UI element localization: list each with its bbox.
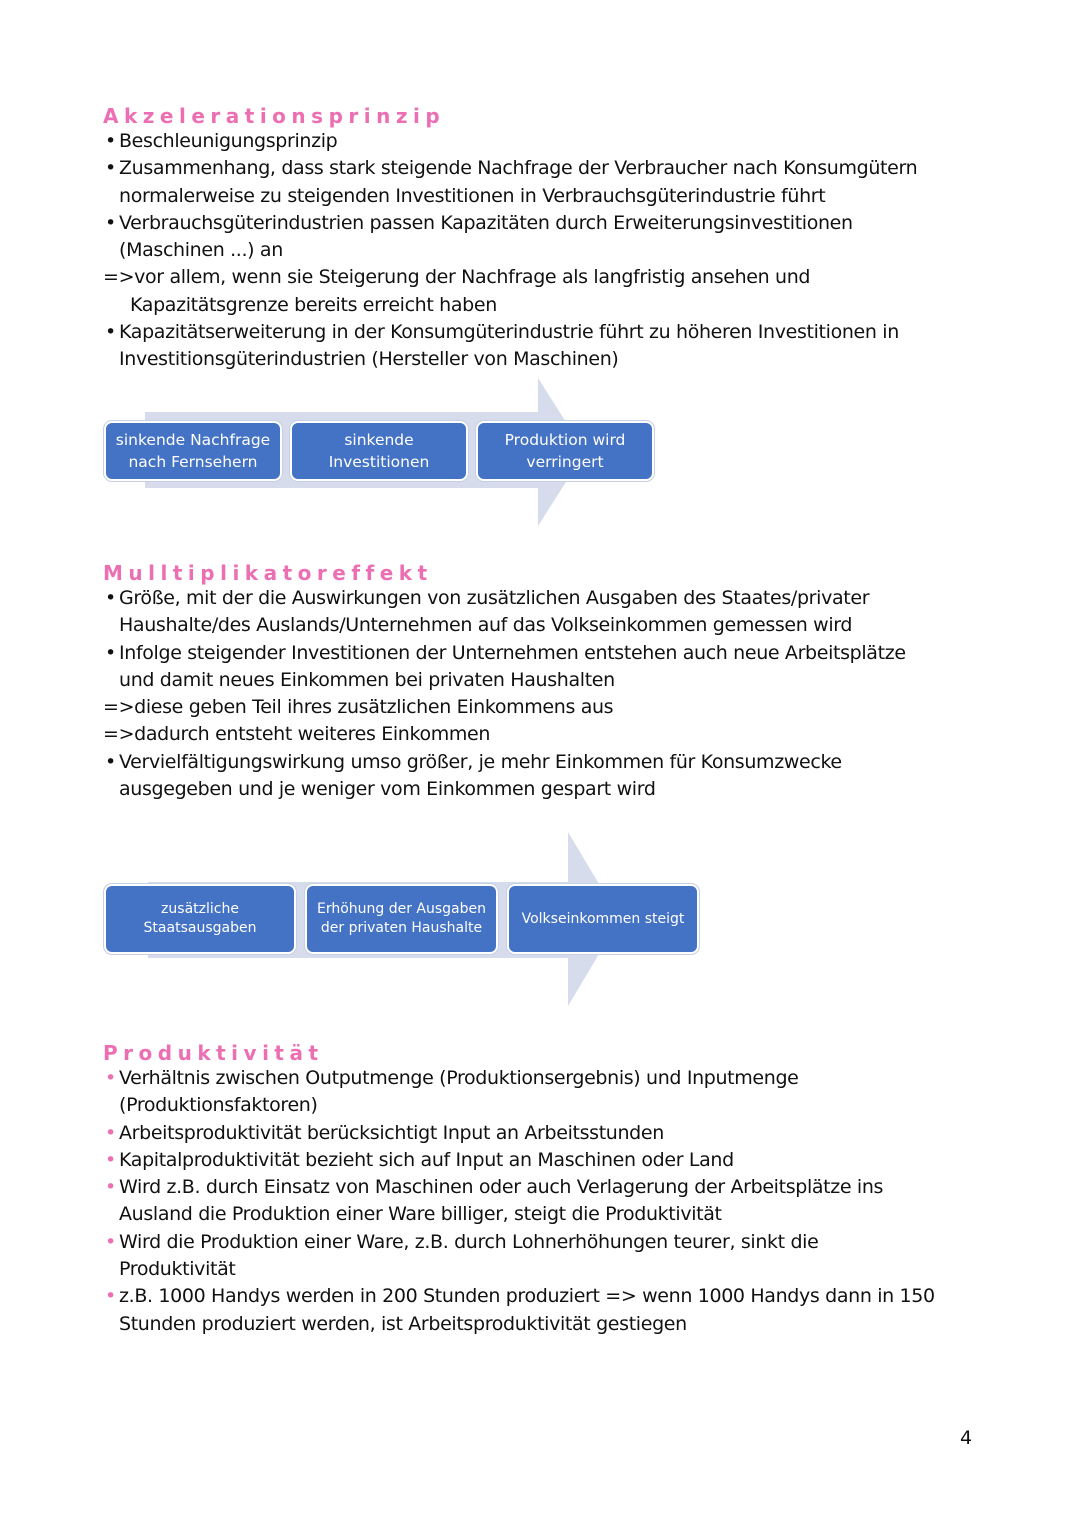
process-diagram-akzeleration xyxy=(0,378,1080,528)
bullet-text: Kapitalproduktivität bezieht sich auf Input an Maschinen oder Land xyxy=(119,1148,734,1171)
section-heading: Produktivität xyxy=(103,1041,324,1065)
bullet-icon: • xyxy=(105,1230,116,1253)
section-multiplikatoreffekt xyxy=(103,561,983,803)
bullet-item xyxy=(103,585,983,612)
bullet-text: z.B. 1000 Handys werden in 200 Stunden produziert => wenn 1000 Handys dann in 150 xyxy=(119,1285,935,1308)
bullet-continuation: Stunden produziert werden, ist Arbeitsproduktivität gestiegen xyxy=(119,1312,687,1335)
process-step-1: sinkende Nachfrage nach Fernsehern xyxy=(104,421,282,481)
bullet-text: Kapazitätserweiterung in der Konsumgüterindustrie führt zu höheren Investitionen in xyxy=(119,321,899,344)
bullet-icon: • xyxy=(105,587,116,609)
bullet-text: Vervielfältigungswirkung umso größer, je mehr Einkommen für Konsumzwecke xyxy=(119,750,842,773)
bullet-item xyxy=(103,1065,983,1092)
process-diagram-multiplikator xyxy=(0,832,1080,1008)
process-step-3: Volkseinkommen steigt xyxy=(507,884,699,954)
bullet-text: Verbrauchsgüterindustrien passen Kapazitäten durch Erweiterungsinvestitionen xyxy=(119,211,853,234)
bullet-item xyxy=(103,1120,983,1147)
bullet-item xyxy=(103,155,983,182)
bullet-icon: • xyxy=(105,1121,116,1144)
bullet-text: Infolge steigender Investitionen der Unternehmen entstehen auch neue Arbeitsplätze xyxy=(119,641,906,664)
bullet-item xyxy=(103,1283,983,1310)
bullet-item xyxy=(103,1229,983,1256)
arrow-line: =>dadurch entsteht weiteres Einkommen xyxy=(103,723,491,746)
bullet-text: Arbeitsproduktivität berücksichtigt Input an Arbeitsstunden xyxy=(119,1121,664,1144)
process-step-2: sinkende Investitionen xyxy=(290,421,468,481)
bullet-icon: • xyxy=(105,321,116,344)
bullet-icon: • xyxy=(105,157,116,180)
bullet-item xyxy=(103,210,983,237)
bullet-icon: • xyxy=(105,1148,116,1171)
bullet-item xyxy=(103,1174,983,1201)
arrow-line: =>diese geben Teil ihres zusätzlichen Einkommens aus xyxy=(103,696,614,719)
bullet-item xyxy=(103,128,983,155)
process-step-1: zusätzliche Staatsausgaben xyxy=(104,884,296,954)
bullet-item xyxy=(103,319,983,346)
bullet-continuation: ausgegeben und je weniger vom Einkommen gespart wird xyxy=(119,778,656,801)
bullet-item xyxy=(103,749,983,776)
bullet-icon: • xyxy=(105,130,116,152)
bullet-icon: • xyxy=(105,750,116,773)
bullet-icon: • xyxy=(105,211,116,234)
bullet-continuation: normalerweise zu steigenden Investitionen in Verbrauchsgüterindustrie führt xyxy=(119,184,826,207)
bullet-icon: • xyxy=(105,1285,116,1308)
bullet-continuation: und damit neues Einkommen bei privaten Haushalten xyxy=(119,668,615,691)
page-number: 4 xyxy=(960,1427,973,1449)
bullet-text: Zusammenhang, dass stark steigende Nachfrage der Verbraucher nach Konsumgütern xyxy=(119,157,918,180)
process-step-3: Produktion wird verringert xyxy=(476,421,654,481)
bullet-text: Wird z.B. durch Einsatz von Maschinen oder auch Verlagerung der Arbeitsplätze ins xyxy=(119,1176,884,1199)
section-heading: Akzelerationsprinzip xyxy=(103,104,446,128)
arrow-continuation: Kapazitätsgrenze bereits erreicht haben xyxy=(130,293,497,316)
bullet-continuation: Haushalte/des Auslands/Unternehmen auf das Volkseinkommen gemessen wird xyxy=(119,614,853,637)
bullet-text: Wird die Produktion einer Ware, z.B. durch Lohnerhöhungen teurer, sinkt die xyxy=(119,1230,819,1253)
bullet-continuation: Investitionsgüterindustrien (Hersteller von Maschinen) xyxy=(119,348,619,371)
bullet-text: Beschleunigungsprinzip xyxy=(119,130,338,152)
bullet-item xyxy=(103,640,983,667)
bullet-text: Größe, mit der die Auswirkungen von zusätzlichen Ausgaben des Staates/privater xyxy=(119,587,870,609)
bullet-icon: • xyxy=(105,641,116,664)
bullet-item xyxy=(103,1147,983,1174)
arrow-line: =>vor allem, wenn sie Steigerung der Nachfrage als langfristig ansehen und xyxy=(103,266,811,289)
bullet-continuation: (Produktionsfaktoren) xyxy=(119,1094,318,1117)
section-heading: Mulltiplikatoreffekt xyxy=(103,561,433,585)
bullet-icon: • xyxy=(105,1067,116,1089)
bullet-continuation: Produktivität xyxy=(119,1258,236,1281)
bullet-continuation: Ausland die Produktion einer Ware billiger, steigt die Produktivität xyxy=(119,1203,722,1226)
section-akzelerationsprinzip xyxy=(103,104,983,374)
section-produktivitaet xyxy=(103,1041,983,1338)
process-step-2: Erhöhung der Ausgaben der privaten Haushalte xyxy=(305,884,498,954)
bullet-continuation: (Maschinen ...) an xyxy=(119,239,283,262)
bullet-text: Verhältnis zwischen Outputmenge (Produktionsergebnis) und Inputmenge xyxy=(119,1067,799,1089)
bullet-icon: • xyxy=(105,1176,116,1199)
